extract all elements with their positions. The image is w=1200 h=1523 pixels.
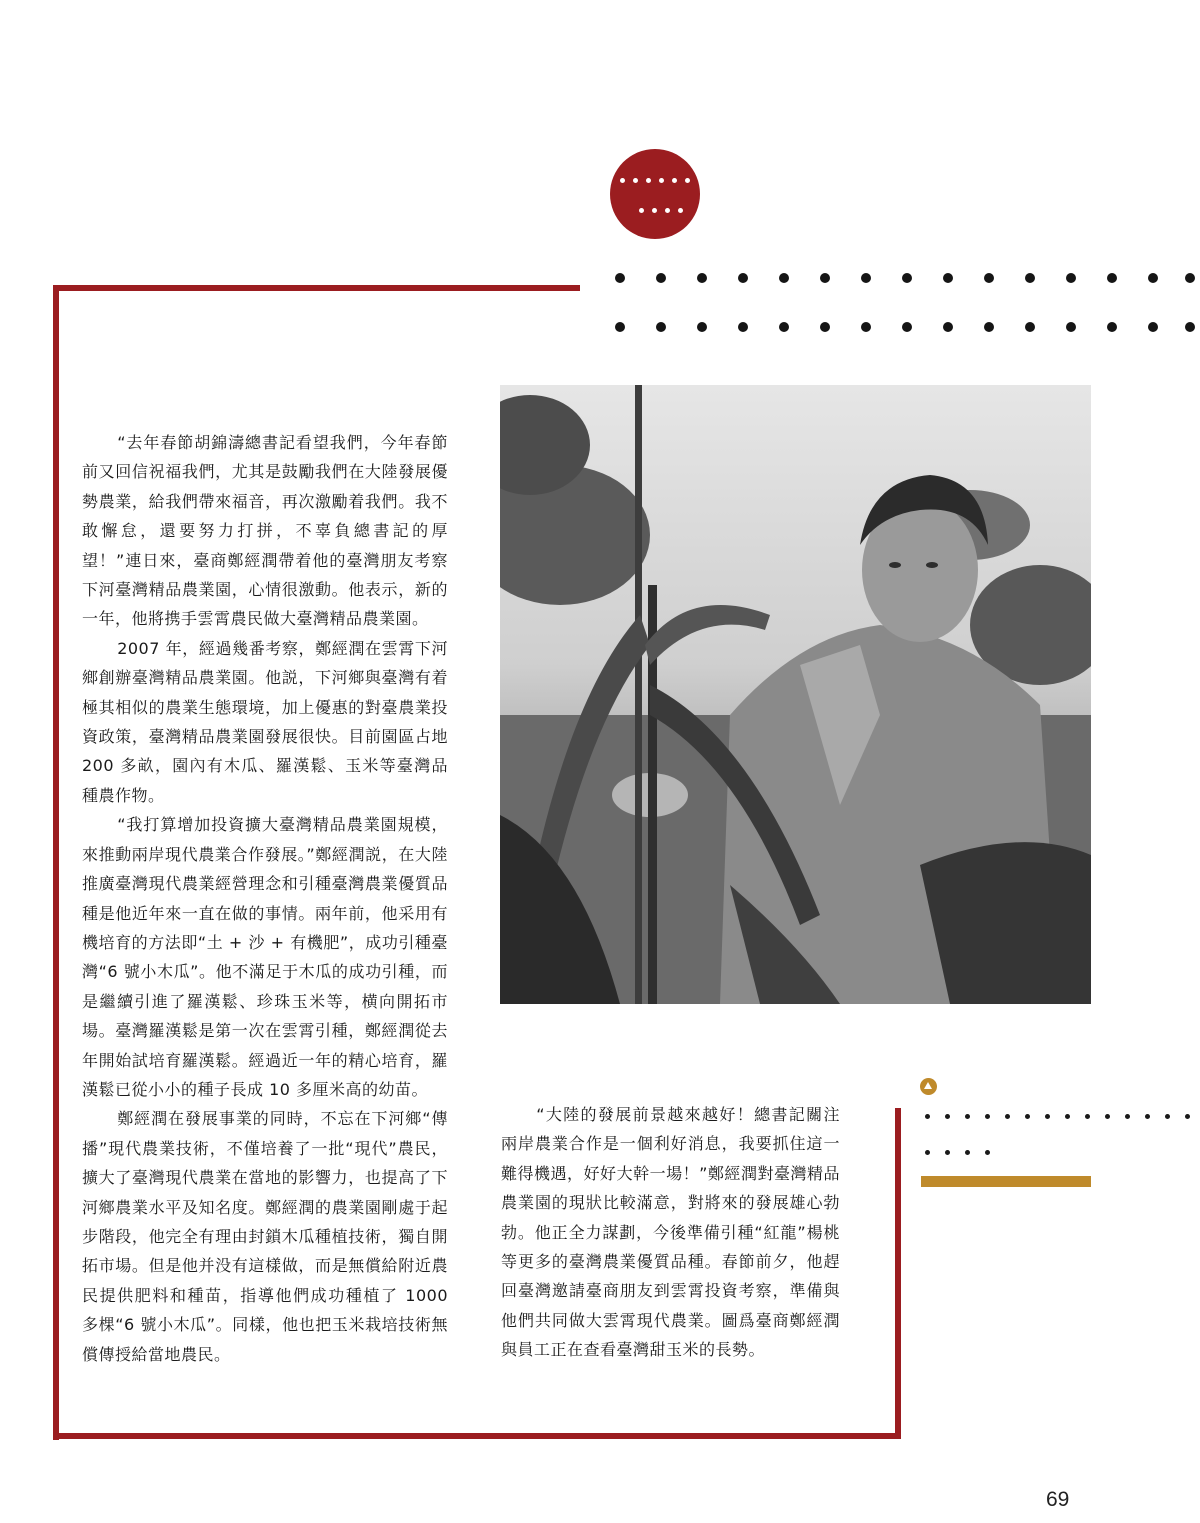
paragraph: “我打算增加投資擴大臺灣精品農業園規模，來推動兩岸現代農業合作發展。”鄭經潤説，在大陸推廣臺灣現代農業經營理念和引種臺灣農業優質品種是他近年來一直在做的事情。兩年前，他采用有機培育的方法即“土 + 沙 + 有機肥”，成功引種臺灣“6 號小木瓜”。他不滿足于木瓜的成功引種，而是繼續引進了羅漢鬆、珍珠玉米等，横向開拓市場。臺灣羅漢鬆是第一次在雲霄引種，鄭經潤從去年開始試培育羅漢鬆。經過近一年的精心培育，羅漢鬆已從小小的種子長成 10 多厘米高的幼苗。 (82, 815, 448, 1099)
paragraph: 2007 年，經過幾番考察，鄭經潤在雲霄下河鄉創辦臺灣精品農業園。他説，下河鄉與臺灣有着極其相似的農業生態環境，加上優惠的對臺農業投資政策，臺灣精品農業園發展很快。目前園區占地 200 多畝，園內有木瓜、羅漢鬆、玉米等臺灣品種農作物。 (82, 638, 448, 805)
frame-left-line (53, 285, 59, 1440)
article-right-column (501, 1100, 840, 1365)
page-number: 69 (1046, 1488, 1070, 1511)
paragraph: “大陸的發展前景越來越好！總書記關注兩岸農業合作是一個利好消息，我要抓住這一難得機遇，好好大幹一場！”鄭經潤對臺灣精品農業園的現狀比較滿意，對將來的發展雄心勃勃。他正全力謀劃，今後準備引種“紅龍”楊桃等更多的臺灣農業優質品種。春節前夕，他趕回臺灣邀請臺商朋友到雲霄投資考察，準備與他們共同做大雲霄現代農業。圖爲臺商鄭經潤與員工正在查看臺灣甜玉米的長勢。 (501, 1105, 840, 1360)
article-left-column (82, 428, 448, 1369)
farm-photo (500, 385, 1091, 1004)
frame-right-line (895, 1108, 901, 1439)
gold-bar (921, 1176, 1091, 1187)
dots-circle-icon (610, 149, 700, 239)
frame-top-line (53, 285, 580, 291)
paragraph: 鄭經潤在發展事業的同時，不忘在下河鄉“傳播”現代農業技術，不僅培養了一批“現代”農民，擴大了臺灣現代農業在當地的影響力，也提高了下河鄉農業水平及知名度。鄭經潤的農業園剛處于起步階段，他完全有理由封鎖木瓜種植技術，獨自開拓市場。但是他并没有這樣做，而是無償給附近農民提供肥料和種苗，指導他們成功種植了 1000 多棵“6 號小木瓜”。同樣，他也把玉米栽培技術無償傳授給當地農民。 (82, 1109, 448, 1364)
triangle-badge-icon (920, 1078, 937, 1095)
paragraph: “去年春節胡錦濤總書記看望我們，今年春節前又回信祝福我們，尤其是鼓勵我們在大陸發展優勢農業，給我們帶來福音，再次激勵着我們。我不敢懈怠，還要努力打拼，不辜負總書記的厚望！”連日來，臺商鄭經潤帶着他的臺灣朋友考察下河臺灣精品農業園，心情很激動。他表示，新的一年，他將携手雲霄農民做大臺灣精品農業園。 (82, 433, 448, 629)
frame-bottom-line (53, 1433, 901, 1439)
